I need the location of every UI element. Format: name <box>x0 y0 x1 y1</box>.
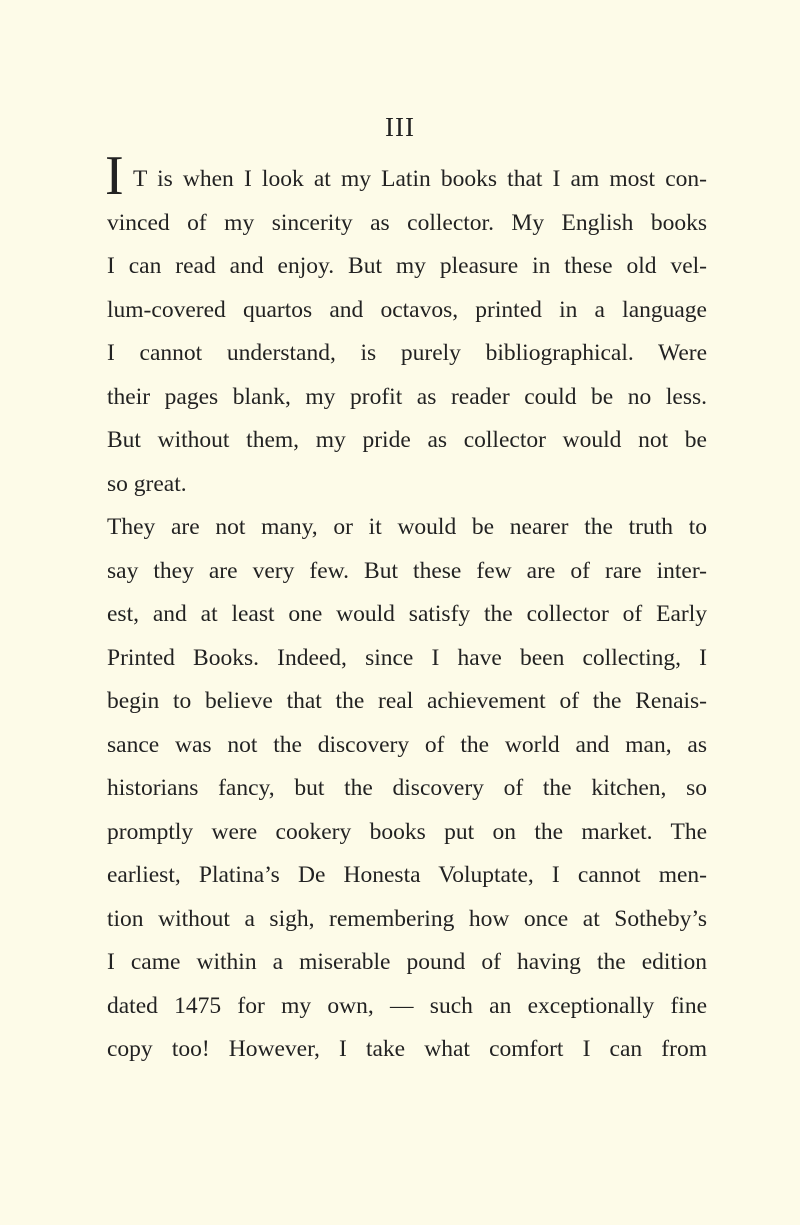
text-line-14: sance was not the discovery of the world and man, as <box>107 731 707 758</box>
text-line-11: est, and at least one would satisfy the collector of Early <box>107 601 707 627</box>
text-line-5: I cannot understand, is purely bibliographical. Were <box>107 340 707 366</box>
text-line-7: But without them, my pride as collector would not be <box>107 427 707 453</box>
text-line-12: Printed Books. Indeed, since I have been collecting, I <box>107 644 707 671</box>
text-line-2: vinced of my sincerity as collector. My English books <box>107 209 707 236</box>
text-line-21: copy too! However, I take what comfort I can from <box>107 1036 707 1062</box>
text-line-1-content: T is when I look at my Latin books that I am most con- <box>133 166 707 192</box>
drop-cap: I <box>105 145 124 207</box>
text-line-10: say they are very few. But these few are of rare inter- <box>107 557 707 584</box>
chapter-number: III <box>385 112 415 142</box>
text-line-18: tion without a sigh, remembering how once at Sotheby’s <box>107 905 707 932</box>
text-line-20: dated 1475 for my own, — such an exceptionally fine <box>107 992 707 1019</box>
text-line-9: They are not many, or it would be nearer the truth to <box>107 514 707 540</box>
text-line-13: begin to believe that the real achievement of the Renais- <box>107 688 707 714</box>
text-line-19: I came within a miserable pound of having the edition <box>107 949 707 975</box>
text-line-15: historians fancy, but the discovery of the kitchen, so <box>107 775 707 801</box>
body-text <box>105 145 707 1072</box>
text-line-3: I can read and enjoy. But my pleasure in these old vel- <box>107 253 707 279</box>
text-line-8: so great. <box>107 470 187 497</box>
text-line-1 <box>105 145 707 207</box>
text-line-6: their pages blank, my profit as reader could be no less. <box>107 383 707 410</box>
text-line-17: earliest, Platina’s De Honesta Voluptate, I cannot men- <box>107 862 707 888</box>
text-line-4: lum-covered quartos and octavos, printed in a language <box>107 296 707 323</box>
text-line-16: promptly were cookery books put on the market. The <box>107 818 707 845</box>
